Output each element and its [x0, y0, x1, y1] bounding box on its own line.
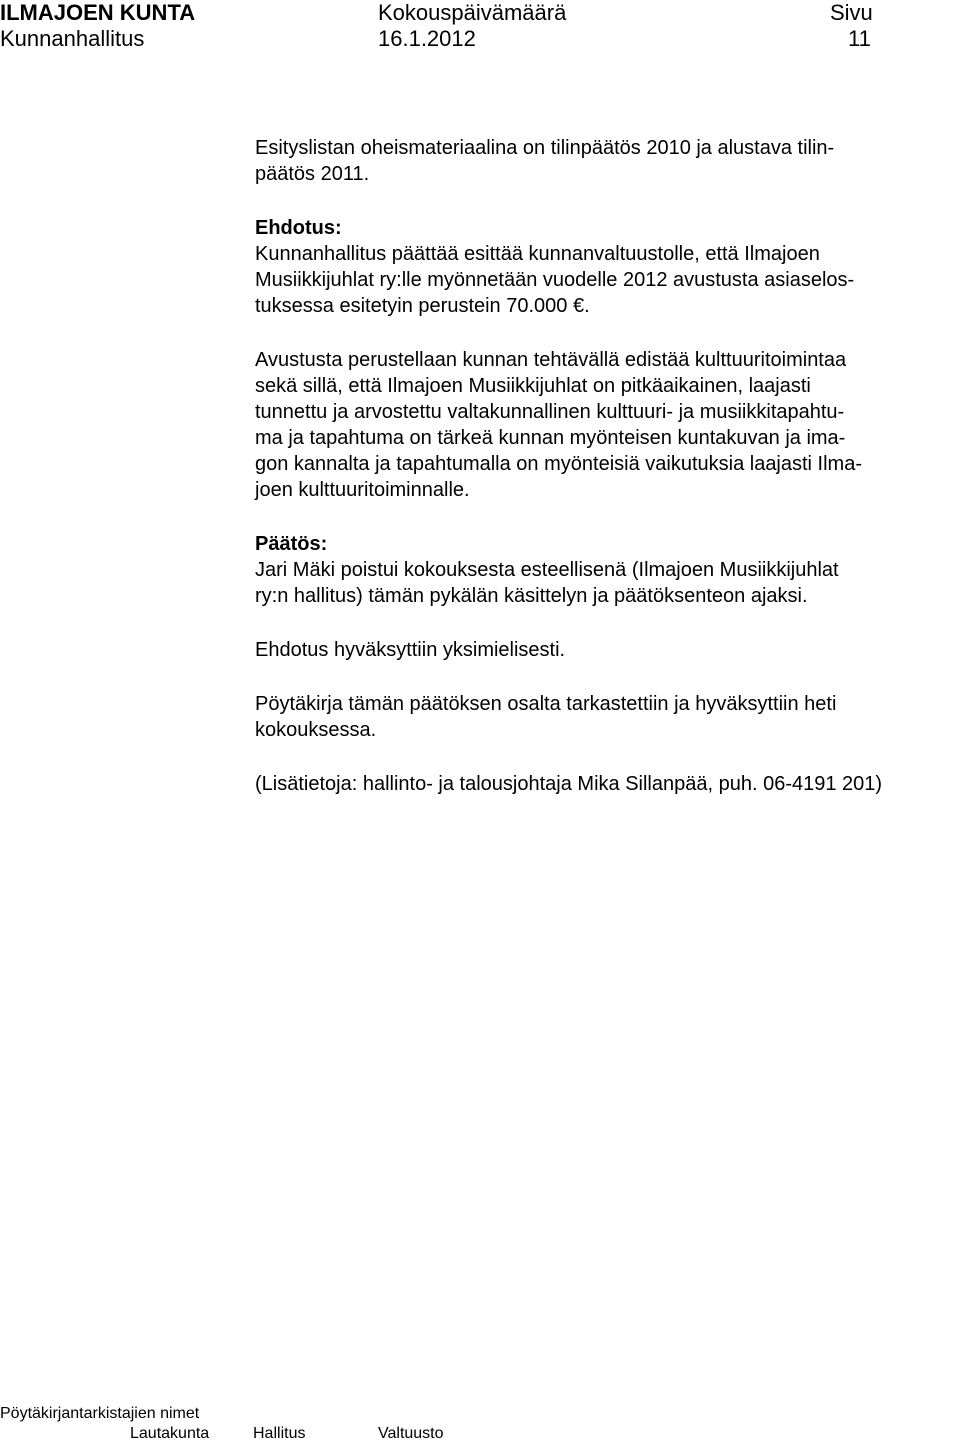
text-line: Jari Mäki poistui kokouksesta esteellisenä (Ilmajoen Musiikkijuhlat	[255, 559, 839, 581]
approval-paragraph	[255, 637, 945, 663]
checkers-label: Pöytäkirjantarkistajien nimet	[0, 1405, 200, 1422]
decision-heading: Päätös:	[255, 533, 328, 555]
intro-paragraph	[255, 135, 945, 187]
document-body	[255, 135, 945, 797]
page-number: 11	[848, 26, 871, 51]
text-line: kokouksessa.	[255, 719, 377, 741]
text-line: Esityslistan oheismateriaalina on tilinpäätös 2010 ja alustava tilin-	[255, 137, 835, 159]
text-line: joen kulttuuritoiminnalle.	[255, 479, 470, 501]
date-value: 16.1.2012	[378, 26, 476, 51]
footer-col-government: Hallitus	[253, 1425, 306, 1442]
contact-paragraph	[255, 771, 945, 797]
text-line: (Lisätietoja: hallinto- ja talousjohtaja Mika Sillanpää, puh. 06-4191 201)	[255, 773, 883, 795]
text-line: Pöytäkirja tämän päätöksen osalta tarkastettiin ja hyväksyttiin heti	[255, 693, 837, 715]
text-line: Musiikkijuhlat ry:lle myönnetään vuodelle 2012 avustusta asiaselos-	[255, 269, 855, 291]
body-name: Kunnanhallitus	[0, 26, 145, 51]
text-line: tunnettu ja arvostettu valtakunnallinen kulttuuri- ja musiikkitapahtu-	[255, 401, 845, 423]
text-line: ma ja tapahtuma on tärkeä kunnan myönteisen kuntakuvan ja ima-	[255, 427, 846, 449]
page-label: Sivu	[830, 0, 873, 25]
proposal-heading: Ehdotus:	[255, 217, 342, 239]
text-line: Ehdotus hyväksyttiin yksimielisesti.	[255, 639, 566, 661]
text-line: tuksessa esitetyin perustein 70.000 €.	[255, 295, 590, 317]
text-line: Avustusta perustellaan kunnan tehtävällä edistää kulttuuritoimintaa	[255, 349, 847, 371]
text-line: ry:n hallitus) tämän pykälän käsittelyn ja päätöksenteon ajaksi.	[255, 585, 808, 607]
organization-name: ILMAJOEN KUNTA	[0, 0, 196, 25]
decision-section	[255, 531, 945, 609]
text-line: sekä sillä, että Ilmajoen Musiikkijuhlat on pitkäaikainen, laajasti	[255, 375, 811, 397]
text-line: gon kannalta ja tapahtumalla on myönteisiä vaikutuksia laajasti Ilma-	[255, 453, 863, 475]
footer-col-council: Valtuusto	[378, 1425, 444, 1442]
footer-col-board: Lautakunta	[130, 1425, 210, 1442]
date-label: Kokouspäivämäärä	[378, 0, 567, 25]
text-line: päätös 2011.	[255, 163, 370, 185]
rationale-paragraph	[255, 347, 945, 503]
proposal-section	[255, 215, 945, 319]
text-line: Kunnanhallitus päättää esittää kunnanvaltuustolle, että Ilmajoen	[255, 243, 820, 265]
minutes-paragraph	[255, 691, 945, 743]
